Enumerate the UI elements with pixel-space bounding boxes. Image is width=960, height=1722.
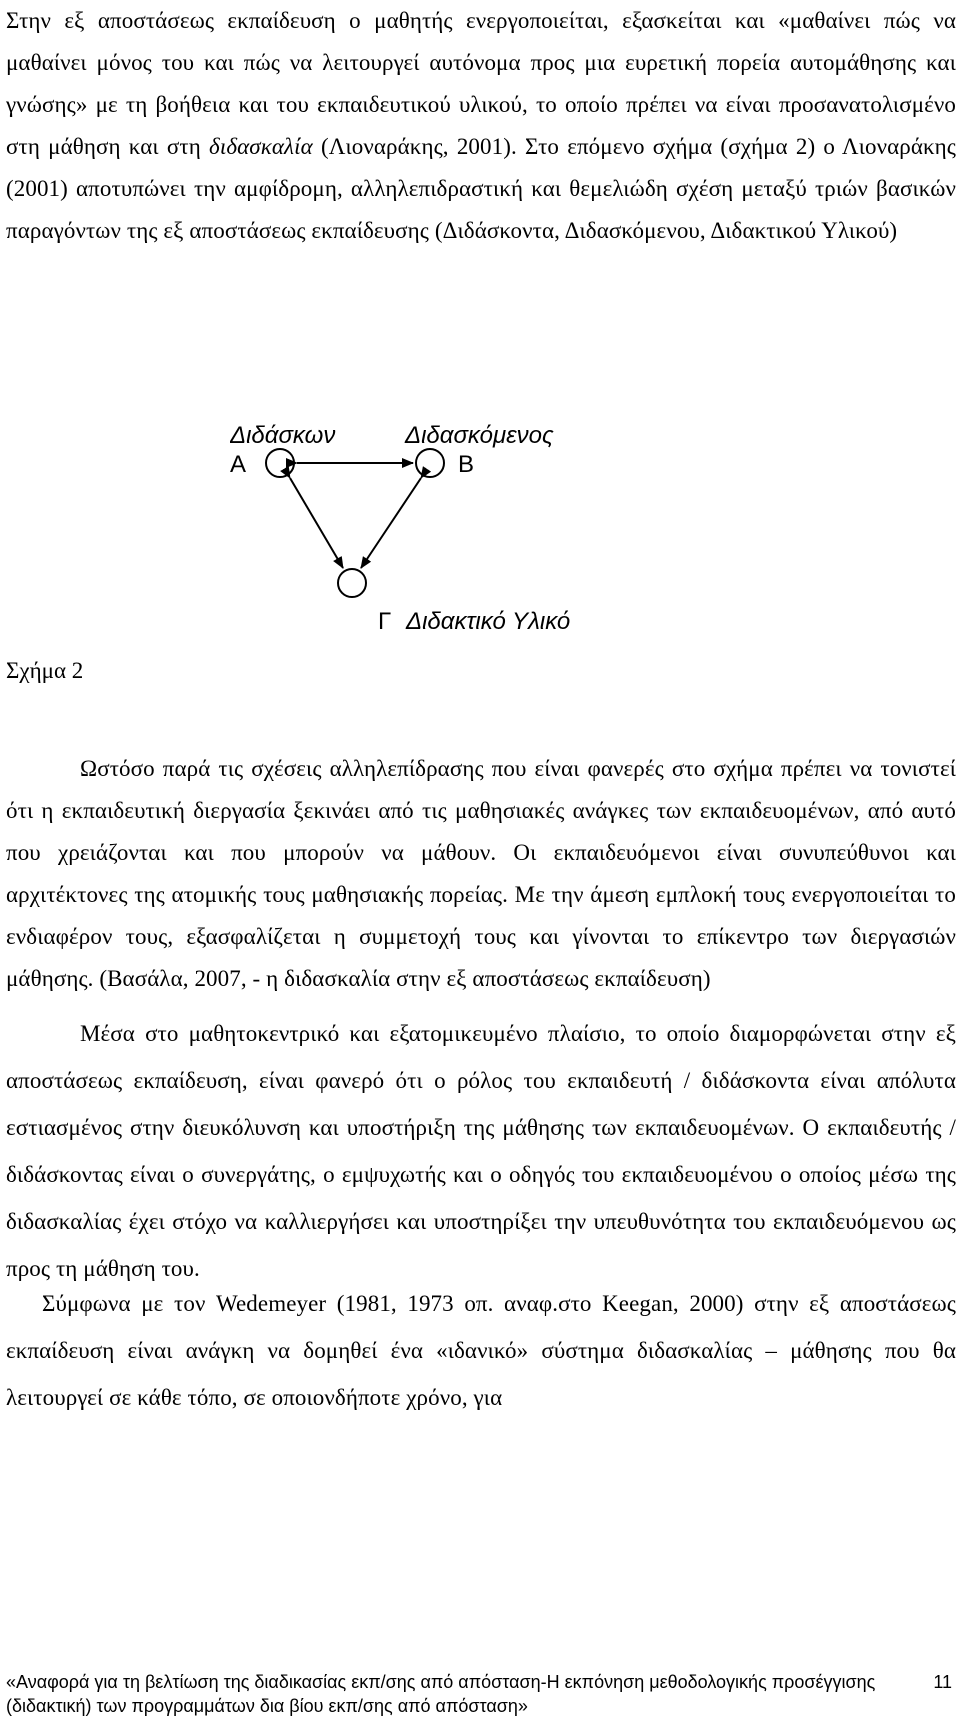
node-a-label: Διδάσκων bbox=[230, 422, 336, 449]
node-b-circle bbox=[416, 449, 444, 477]
paragraph-tutor-role: Μέσα στο μαθητοκεντρικό και εξατομικευμένο πλαίσιο, το οποίο διαμορφώνεται στην εξ αποστάσεως εκπαίδευση, είναι φανερό ότι ο ρόλος του εκπαιδευτή / διδάσκοντα είναι απόλυτα εστιασμένος στην διευκόλυνση και υποστήριξη της μάθησης των εκπαιδευομένων. Ο εκπαιδευτής / διδάσκοντας είναι ο συνεργάτης, ο εμψυχωτής και ο οδηγός του εκπαιδευομένου ο οποίος μέσω της διδασκαλίας έχει στόχο να καλλιεργήσει και υποστηρίξει την υπευθυνότητα του εκπαιδευόμενου ως προς τη μάθηση του. bbox=[6, 1021, 956, 1281]
node-a-letter: Α bbox=[230, 451, 247, 478]
node-c-label: Διδακτικό Υλικό bbox=[406, 608, 571, 635]
arrow-b-c bbox=[361, 478, 421, 568]
paragraph-intro-text-a: Στην εξ αποστάσεως εκπαίδευση ο μαθητής ενεργοποιείται, εξασκείται και «μαθαίνει πώς να μαθαίνει μόνος του και πώς να λειτουργεί αυτόνομα προς μια ευρετική πορεία αυτομάθησης και γνώσης» με τη βοήθεια και του εκπαιδευτικού υλικού, το οποίο πρέπει να είναι προσανατολισμένο στη μάθηση και στη bbox=[6, 8, 956, 159]
page-footer bbox=[6, 1670, 956, 1718]
figure-caption: Σχήμα 2 bbox=[6, 658, 84, 683]
page-number: 11 bbox=[933, 1672, 952, 1692]
paragraph-wedemeyer: Σύμφωνα με τον Wedemeyer (1981, 1973 οπ. αναφ.στο Keegan, 2000) στην εξ αποστάσεως εκπαίδευση είναι ανάγκη να δομηθεί ένα «ιδανικό» σύστημα διδασκαλίας – μάθησης που θα λειτουργεί σε κάθε τόπο, σε οποιονδήποτε χρόνο, για bbox=[6, 1291, 956, 1410]
figure-svg bbox=[230, 418, 650, 648]
paragraph-learners: Ωστόσο παρά τις σχέσεις αλληλεπίδρασης που είναι φανερές στο σχήμα πρέπει να τονιστεί ότι η εκπαιδευτική διεργασία ξεκινάει από τις μαθησιακές ανάγκες των εκπαιδευομένων, από αυτό που χρειάζονται και που μπορούν να μάθουν. Οι εκπαιδευόμενοι είναι συνυπεύθυνοι και αρχιτέκτονες της ατομικής τους μαθησιακής πορείας. Με την άμεση εμπλοκή τους ενεργοποιείται το ενδιαφέρον τους, εξασφαλίζεται η συμμετοχή τους και γίνονται το επίκεντρο των διεργασιών μάθησης. (Βασάλα, 2007, - η διδασκαλία στην εξ αποστάσεως εκπαίδευση) bbox=[6, 756, 956, 991]
node-c-circle bbox=[338, 569, 366, 597]
footer-text: «Αναφορά για τη βελτίωση της διαδικασίας εκπ/σης από απόσταση-Η εκπόνηση μεθοδολογικής προσέγγισης (διδακτική) των προγραμμάτων δια βίου εκπ/σης από απόσταση» bbox=[6, 1672, 876, 1716]
paragraph-intro-text-b: (Λιοναράκης, 2001). Στο επόμενο σχήμα (σχήμα 2) ο Λιοναράκης (2001) αποτυπώνει την αμφίδρομη, αλληλεπιδραστική και θεμελιώδη σχέση μεταξύ τριών βασικών παραγόντων της εξ αποστάσεως εκπαίδευσης (Διδάσκοντα, Διδασκόμενου, Διδακτικού Υλικού) bbox=[6, 134, 957, 243]
arrow-a-c bbox=[290, 478, 343, 568]
paragraph-intro bbox=[6, 0, 956, 252]
node-b-label: Διδασκόμενος bbox=[405, 422, 554, 449]
figure-triangle-diagram bbox=[230, 418, 650, 648]
node-a-circle bbox=[266, 449, 294, 477]
node-b-letter: Β bbox=[458, 451, 475, 478]
paragraph-intro-italic: διδασκαλία bbox=[209, 134, 313, 159]
node-c-letter: Γ bbox=[378, 608, 392, 635]
